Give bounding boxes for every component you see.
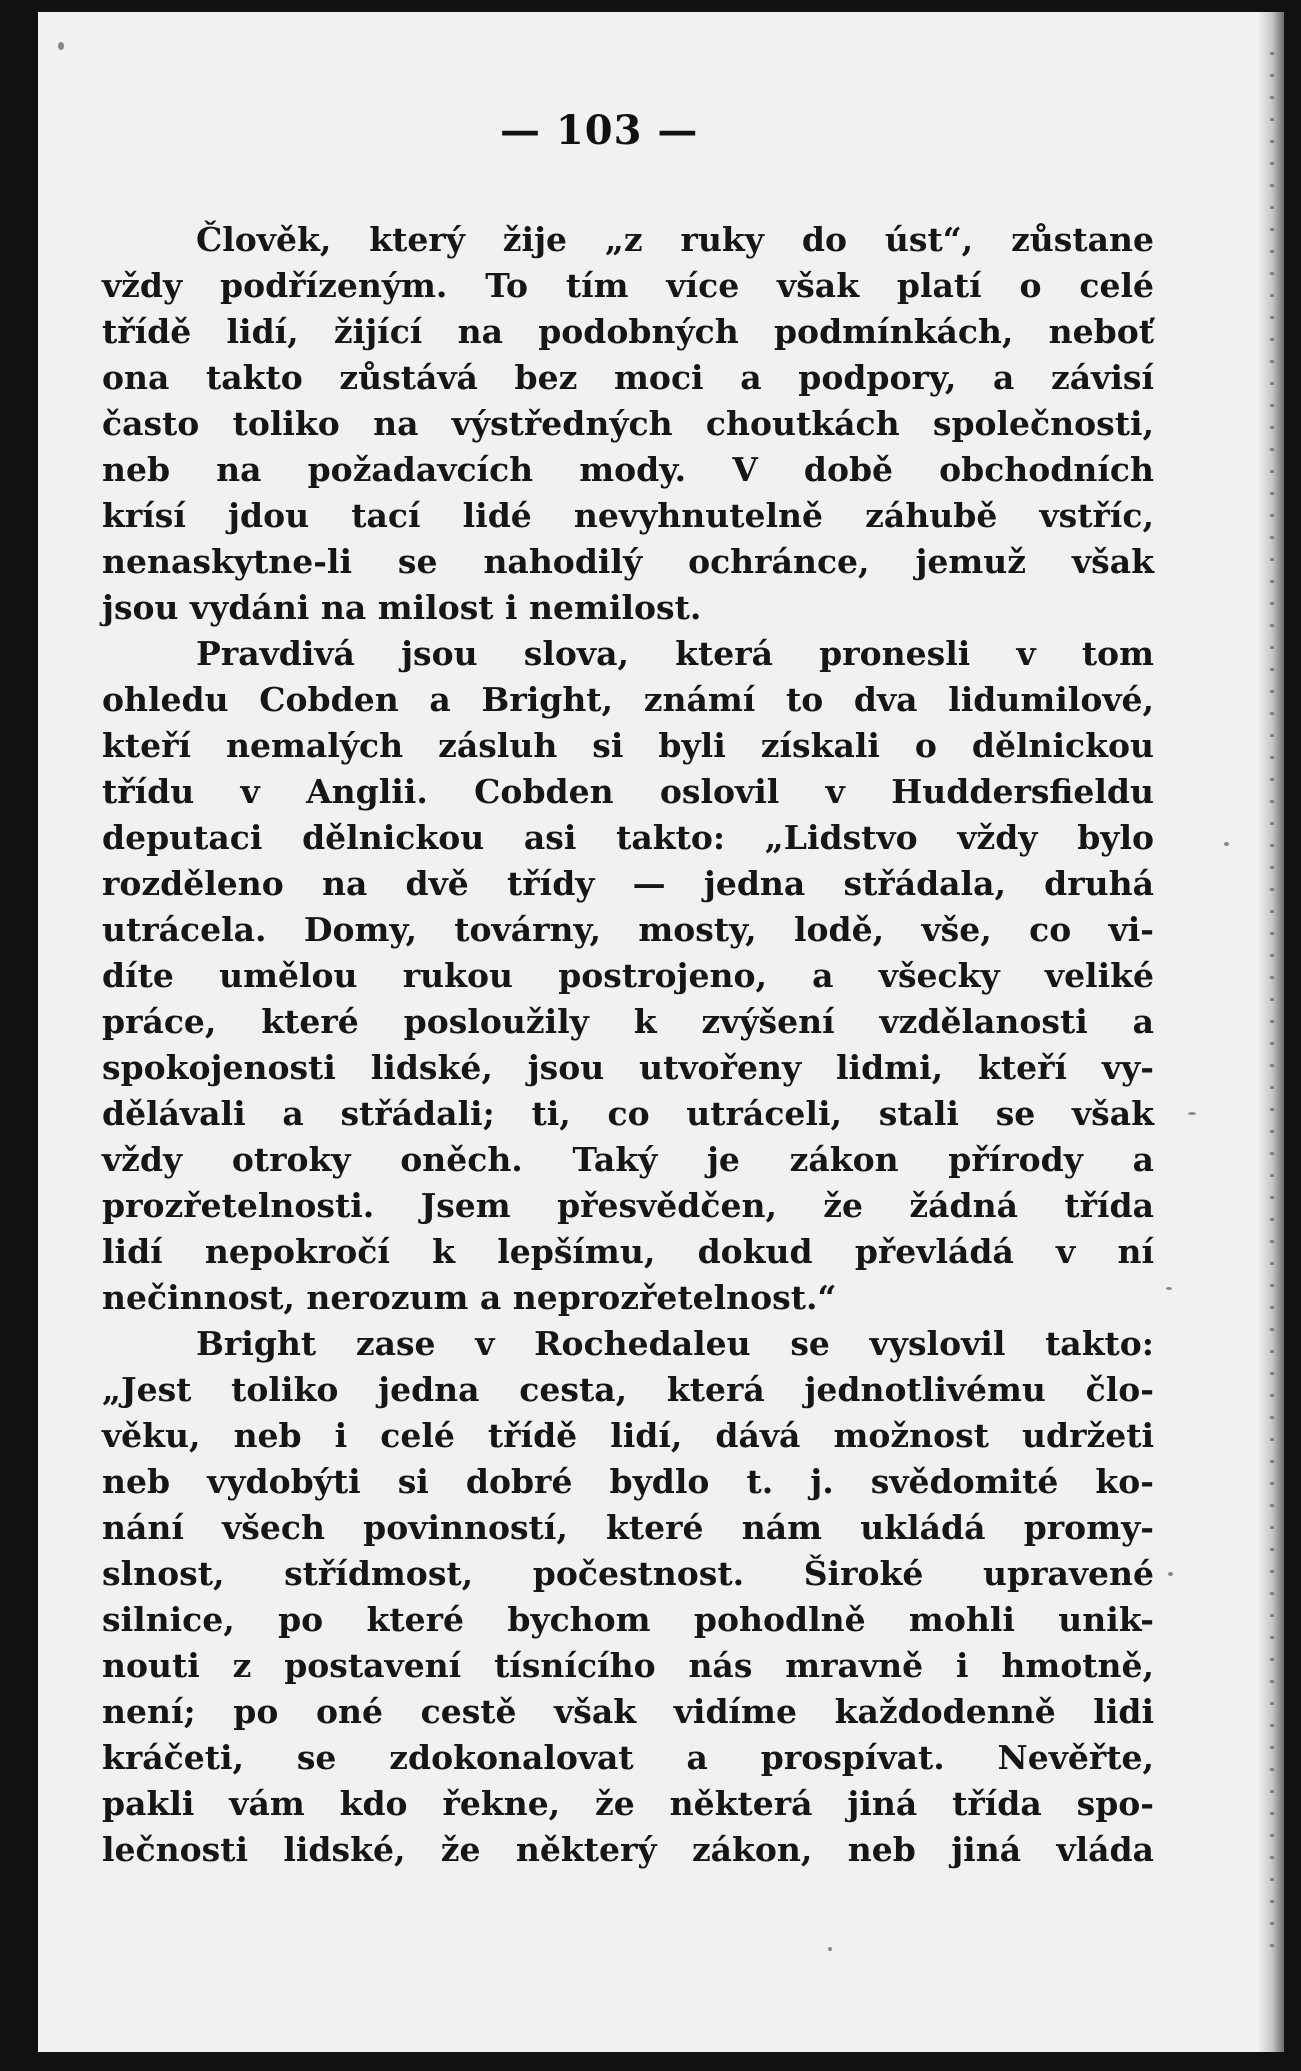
print-speck [58, 42, 64, 50]
text-line: třídě lidí, žijící na podobných podmínkách, neboť [102, 312, 1154, 351]
text-line: neb vydobýti si dobré bydlo t. j. svědomité ko- [102, 1462, 1154, 1501]
book-page [38, 12, 1284, 2052]
text-line: ohledu Cobden a Bright, známí to dva lidumilové, [102, 680, 1154, 719]
text-line: prozřetelnosti. Jsem přesvědčen, že žádná třída [102, 1186, 1154, 1225]
text-line: dělávali a střádali; ti, co utráceli, stali se však [102, 1094, 1154, 1133]
text-line: není; po oné cestě však vidíme každodenně lidi [102, 1692, 1154, 1731]
text-line: pakli vám kdo řekne, že některá jiná třída spo- [102, 1784, 1154, 1823]
body-text [102, 217, 1154, 1873]
text-line: deputaci dělnickou asi takto: „Lidstvo vždy bylo [102, 818, 1154, 857]
print-speck [1168, 1572, 1173, 1576]
print-speck [1188, 1112, 1196, 1115]
text-line: kráčeti, se zdokonalovat a prospívat. Nevěřte, [102, 1738, 1154, 1777]
text-line: nečinnost, nerozum a neprozřetelnost.“ [102, 1278, 837, 1317]
text-line: vždy otroky oněch. Taký je zákon přírody a [102, 1140, 1154, 1179]
print-speck [1166, 1287, 1172, 1290]
text-line: utrácela. Domy, továrny, mosty, lodě, vše, co vi- [102, 910, 1154, 949]
text-line: silnice, po které bychom pohodlně mohli unik- [102, 1600, 1154, 1639]
text-line: třídu v Anglii. Cobden oslovil v Huddersfieldu [102, 772, 1154, 811]
page-edge-marks [1270, 52, 1274, 1952]
text-line: věku, neb i celé třídě lidí, dává možnost udržeti [102, 1416, 1154, 1455]
text-line: Bright zase v Rochedaleu se vyslovil takto: [196, 1324, 1154, 1363]
text-line: díte umělou rukou postrojeno, a všecky veliké [102, 956, 1154, 995]
text-line: krísí jdou tací lidé nevyhnutelně záhubě vstříc, [102, 496, 1154, 535]
text-line: slnost, střídmost, počestnost. Široké upravené [102, 1554, 1154, 1593]
text-line: lidí nepokročí k lepšímu, dokud převládá v ní [102, 1232, 1154, 1271]
text-line: Pravdivá jsou slova, která pronesli v tom [196, 634, 1154, 673]
text-line: nání všech povinností, které nám ukládá promy- [102, 1508, 1154, 1547]
text-line: často toliko na výstředných choutkách společnosti, [102, 404, 1154, 443]
text-line: nouti z postavení tísnícího nás mravně i hmotně, [102, 1646, 1154, 1685]
print-speck [828, 1947, 832, 1951]
text-line: ona takto zůstává bez moci a podpory, a závisí [102, 358, 1154, 397]
text-line: rozděleno na dvě třídy — jedna střádala, druhá [102, 864, 1154, 903]
text-line: vždy podřízeným. To tím více však platí o celé [102, 266, 1154, 305]
text-line: spokojenosti lidské, jsou utvořeny lidmi, kteří vy- [102, 1048, 1154, 1087]
text-line: jsou vydáni na milost i nemilost. [102, 588, 702, 627]
text-line: neb na požadavcích mody. V době obchodních [102, 450, 1154, 489]
page-number: — 103 — [500, 107, 699, 154]
text-line: práce, které posloužily k zvýšení vzdělanosti a [102, 1002, 1154, 1041]
text-line: „Jest toliko jedna cesta, která jednotlivému člo- [102, 1370, 1154, 1409]
print-speck [1224, 842, 1229, 846]
text-line: lečnosti lidské, že některý zákon, neb jiná vláda [102, 1830, 1154, 1869]
text-line: nenaskytne-li se nahodilý ochránce, jemuž však [102, 542, 1154, 581]
text-line: kteří nemalých zásluh si byli získali o dělnickou [102, 726, 1154, 765]
text-line: Člověk, který žije „z ruky do úst“, zůstane [196, 220, 1154, 259]
